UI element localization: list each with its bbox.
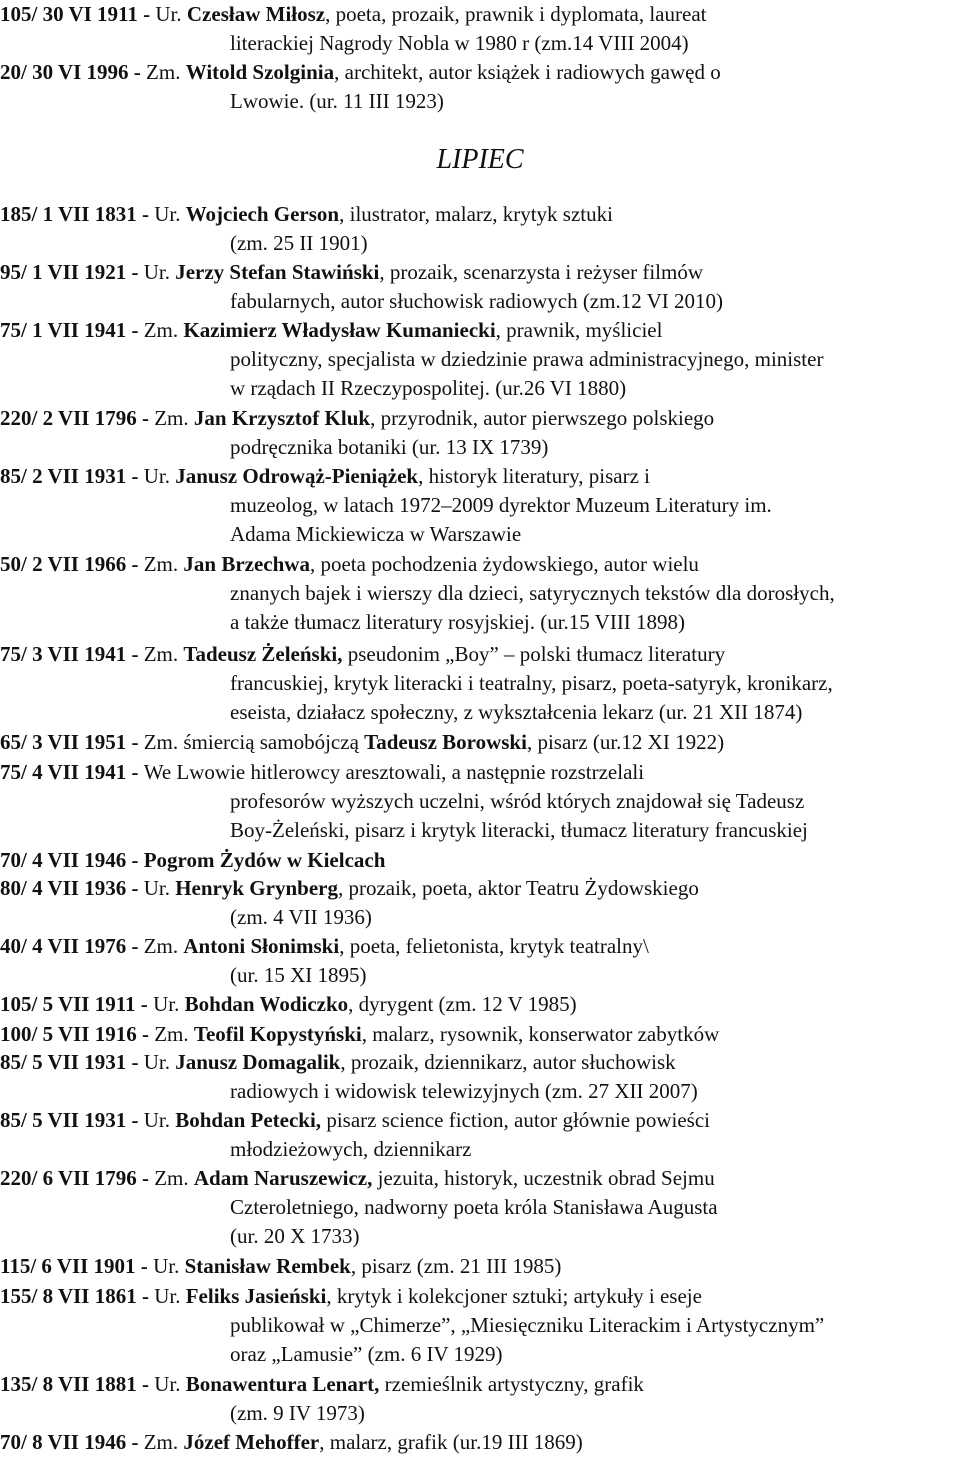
person-name: Janusz Odrowąż-Pieniążek	[175, 464, 419, 488]
entry-first-line	[0, 1020, 719, 1049]
person-name: Bonawentura Lenart,	[185, 1372, 380, 1396]
entry-text: , prozaik, scenarzysta i reżyser filmów	[379, 260, 704, 284]
entry-first-line	[0, 1048, 676, 1077]
entry-continuation-line	[230, 87, 444, 116]
entry-text: , prawnik, myśliciel	[495, 318, 663, 342]
entry-text: jezuita, historyk, uczestnik obrad Sejmu	[372, 1166, 715, 1190]
entry-first-line	[0, 1282, 702, 1311]
entry-first-line	[0, 1252, 561, 1281]
entry-text: We Lwowie hitlerowcy aresztowali, a następnie rozstrzelali	[143, 760, 645, 784]
entry-first-line	[0, 404, 714, 433]
entry-continuation-line	[230, 903, 372, 932]
entry-text: polityczny, specjalista w dziedzinie prawa administracyjnego, minister	[230, 347, 824, 371]
entry-text: Boy-Żeleński, pisarz i krytyk literacki, tłumacz literatury francuskiej	[230, 818, 808, 842]
entry-date: 155/ 8 VII 1861 -	[0, 1284, 155, 1308]
entry-date: 70/ 8 VII 1946 -	[0, 1430, 144, 1454]
person-name: Jan Brzechwa	[183, 552, 310, 576]
entry-text: , pisarz (ur.12 XI 1922)	[526, 730, 725, 754]
entry-text: francuskiej, krytyk literacki i teatralny, pisarz, poeta-satyryk, kronikarz,	[230, 671, 833, 695]
entry-continuation-line	[230, 491, 772, 520]
entry-first-line	[0, 58, 721, 87]
entry-text: Ur.	[143, 1050, 176, 1074]
entry-date: 220/ 2 VII 1796 -	[0, 406, 155, 430]
entry-text: , malarz, grafik (ur.19 III 1869)	[319, 1430, 583, 1454]
entry-text: Zm.	[143, 318, 184, 342]
entry-continuation-line	[230, 287, 723, 316]
person-name: Jerzy Stefan Stawiński	[175, 260, 380, 284]
person-name: Czesław Miłosz	[186, 2, 326, 26]
entry-date: 115/ 6 VII 1901 -	[0, 1254, 154, 1278]
entry-text: , prozaik, poeta, aktor Teatru Żydowskiego	[337, 876, 699, 900]
entry-first-line	[0, 874, 699, 903]
entry-date: 95/ 1 VII 1921 -	[0, 260, 144, 284]
entry-text: Zm.	[154, 406, 194, 430]
entry-first-line	[0, 258, 703, 287]
entry-continuation-line	[230, 669, 833, 698]
entry-text: znanych bajek i wierszy dla dzieci, satyrycznych tekstów dla dorosłych,	[230, 581, 835, 605]
entry-continuation-line	[230, 345, 823, 374]
entry-text: Ur.	[143, 1108, 176, 1132]
entry-text: w rządach II Rzeczypospolitej. (ur.26 VI 1880)	[230, 376, 627, 400]
entry-date: 85/ 5 VII 1931 -	[0, 1050, 144, 1074]
person-name: Kazimierz Władysław Kumaniecki	[183, 318, 496, 342]
entry-first-line	[0, 728, 724, 757]
entry-text: (ur. 15 XI 1895)	[230, 963, 367, 987]
entry-text: literackiej Nagrody Nobla w 1980 r (zm.14 VIII 2004)	[230, 31, 689, 55]
entry-text: Zm.	[146, 60, 186, 84]
entry-text: , prozaik, dziennikarz, autor słuchowisk	[340, 1050, 676, 1074]
entry-date: 85/ 2 VII 1931 -	[0, 464, 144, 488]
entry-text: młodzieżowych, dziennikarz	[230, 1137, 472, 1161]
entry-text: Ur.	[143, 876, 176, 900]
entry-date: 85/ 5 VII 1931 -	[0, 1108, 144, 1132]
entry-text: pseudonim „Boy” – polski tłumacz literatury	[342, 642, 726, 666]
entry-continuation-line	[230, 608, 685, 637]
entry-first-line	[0, 316, 662, 345]
entry-text: , poeta pochodzenia żydowskiego, autor wielu	[309, 552, 699, 576]
entry-text: , malarz, rysownik, konserwator zabytków	[361, 1022, 720, 1046]
entry-continuation-line	[230, 816, 808, 845]
entry-first-line	[0, 1164, 715, 1193]
entry-text: , ilustrator, malarz, krytyk sztuki	[339, 202, 613, 226]
person-name: Feliks Jasieński	[185, 1284, 327, 1308]
entry-continuation-line	[230, 1193, 718, 1222]
entry-text: Ur.	[143, 464, 176, 488]
entry-date: 75/ 3 VII 1941 -	[0, 642, 144, 666]
entry-first-line	[0, 990, 577, 1019]
entry-date: 70/ 4 VII 1946 -	[0, 848, 144, 872]
entry-text: eseista, działacz społeczny, z wykształcenia lekarz (ur. 21 XII 1874)	[230, 700, 803, 724]
entry-continuation-line	[230, 520, 521, 549]
entry-date: 105/ 30 VI 1911 -	[0, 2, 156, 26]
person-name: Janusz Domagalik	[175, 1050, 341, 1074]
entry-continuation-line	[230, 1340, 503, 1369]
entry-continuation-line	[230, 787, 804, 816]
entry-text: podręcznika botaniki (ur. 13 IX 1739)	[230, 435, 549, 459]
entry-text: , architekt, autor książek i radiowych gawęd o	[334, 60, 721, 84]
person-name: Bohdan Petecki,	[175, 1108, 322, 1132]
entry-text: , poeta, prozaik, prawnik i dyplomata, laureat	[325, 2, 707, 26]
person-name: Adam Naruszewicz,	[193, 1166, 373, 1190]
entry-first-line	[0, 932, 649, 961]
entry-date: 75/ 1 VII 1941 -	[0, 318, 144, 342]
person-name: Tadeusz Żeleński,	[183, 642, 343, 666]
person-name: Józef Mehoffer	[183, 1430, 320, 1454]
entry-date: 20/ 30 VI 1996 -	[0, 60, 147, 84]
entry-text: Ur.	[154, 1284, 186, 1308]
entry-text: oraz „Lamusie” (zm. 6 IV 1929)	[230, 1342, 503, 1366]
person-name: Antoni Słonimski	[183, 934, 340, 958]
entry-date: 100/ 5 VII 1916 -	[0, 1022, 155, 1046]
entry-text: radiowych i widowisk telewizyjnych (zm. 27 XII 2007)	[230, 1079, 698, 1103]
entry-date: 65/ 3 VII 1951 -	[0, 730, 144, 754]
entry-text: rzemieślnik artystyczny, grafik	[379, 1372, 644, 1396]
entry-date: 135/ 8 VII 1881 -	[0, 1372, 155, 1396]
entry-first-line	[0, 1370, 644, 1399]
entry-first-line	[0, 200, 613, 229]
entry-text: pisarz science fiction, autor głównie powieści	[321, 1108, 711, 1132]
entry-text: , przyrodnik, autor pierwszego polskiego	[370, 406, 715, 430]
entry-date: 220/ 6 VII 1796 -	[0, 1166, 155, 1190]
entry-first-line	[0, 462, 650, 491]
entry-first-line	[0, 1428, 583, 1457]
entry-text: Ur.	[143, 260, 176, 284]
entry-text: Ur.	[155, 2, 187, 26]
entry-text: Zm.	[143, 934, 184, 958]
entry-continuation-line	[230, 1077, 698, 1106]
entry-continuation-line	[230, 579, 835, 608]
entry-first-line	[0, 1106, 710, 1135]
entry-text: profesorów wyższych uczelni, wśród których znajdował się Tadeusz	[230, 789, 805, 813]
entry-continuation-line	[230, 29, 689, 58]
entry-continuation-line	[230, 374, 626, 403]
person-name: Wojciech Gerson	[185, 202, 340, 226]
person-name: Bohdan Wodiczko	[184, 992, 349, 1016]
entry-continuation-line	[230, 229, 368, 258]
entry-continuation-line	[230, 1135, 471, 1164]
person-name: Witold Szolginia	[185, 60, 335, 84]
entry-text: Ur.	[154, 1372, 186, 1396]
entry-continuation-line	[230, 698, 802, 727]
person-name: Pogrom Żydów w Kielcach	[143, 848, 386, 872]
entry-text: , poeta, felietonista, krytyk teatralny\	[339, 934, 649, 958]
person-name: Teofil Kopystyński	[193, 1022, 362, 1046]
entry-text: Czteroletniego, nadworny poeta króla Stanisława Augusta	[230, 1195, 718, 1219]
entry-date: 105/ 5 VII 1911 -	[0, 992, 154, 1016]
entry-date: 80/ 4 VII 1936 -	[0, 876, 144, 900]
entry-text: Ur.	[153, 992, 185, 1016]
entry-date: 50/ 2 VII 1966 -	[0, 552, 144, 576]
entry-text: muzeolog, w latach 1972–2009 dyrektor Muzeum Literatury im.	[230, 493, 772, 517]
entry-text: , krytyk i kolekcjoner sztuki; artykuły i eseje	[326, 1284, 702, 1308]
entry-date: 75/ 4 VII 1941 -	[0, 760, 144, 784]
entry-text: Zm.	[143, 1430, 184, 1454]
entry-continuation-line	[230, 1222, 360, 1251]
entry-date: 185/ 1 VII 1831 -	[0, 202, 155, 226]
entry-text: Zm. śmiercią samobójczą	[143, 730, 365, 754]
entry-text: (zm. 9 IV 1973)	[230, 1401, 365, 1425]
entry-first-line	[0, 0, 706, 29]
entry-date: 40/ 4 VII 1976 -	[0, 934, 144, 958]
entry-text: , historyk literatury, pisarz i	[418, 464, 650, 488]
entry-text: Zm.	[154, 1022, 194, 1046]
person-name: Stanisław Rembek	[184, 1254, 351, 1278]
entry-text: (zm. 4 VII 1936)	[230, 905, 372, 929]
entry-text: Zm.	[143, 642, 184, 666]
entry-first-line	[0, 846, 385, 875]
person-name: Tadeusz Borowski	[364, 730, 527, 754]
entry-text: (ur. 20 X 1733)	[230, 1224, 360, 1248]
entry-text: , pisarz (zm. 21 III 1985)	[350, 1254, 562, 1278]
entry-text: a także tłumacz literatury rosyjskiej. (ur.15 VIII 1898)	[230, 610, 686, 634]
entry-text: (zm. 25 II 1901)	[230, 231, 368, 255]
entry-text: , dyrygent (zm. 12 V 1985)	[348, 992, 577, 1016]
person-name: Henryk Grynberg	[175, 876, 338, 900]
entry-text: Adama Mickiewicza w Warszawie	[230, 522, 522, 546]
entry-continuation-line	[230, 1399, 365, 1428]
entry-text: Zm.	[143, 552, 184, 576]
entry-text: fabularnych, autor słuchowisk radiowych (zm.12 VI 2010)	[230, 289, 723, 313]
entry-first-line	[0, 550, 699, 579]
entry-text: Lwowie. (ur. 11 III 1923)	[230, 89, 444, 113]
entry-first-line	[0, 758, 644, 787]
entry-text: Ur.	[153, 1254, 185, 1278]
entry-text: Zm.	[154, 1166, 194, 1190]
entry-continuation-line	[230, 1311, 824, 1340]
entry-text: publikował w „Chimerze”, „Miesięczniku Literackim i Artystycznym”	[230, 1313, 825, 1337]
entry-first-line	[0, 640, 725, 669]
entry-text: Ur.	[154, 202, 186, 226]
month-heading: LIPIEC	[436, 144, 524, 175]
entry-continuation-line	[230, 961, 366, 990]
entry-continuation-line	[230, 433, 548, 462]
person-name: Jan Krzysztof Kluk	[193, 406, 371, 430]
